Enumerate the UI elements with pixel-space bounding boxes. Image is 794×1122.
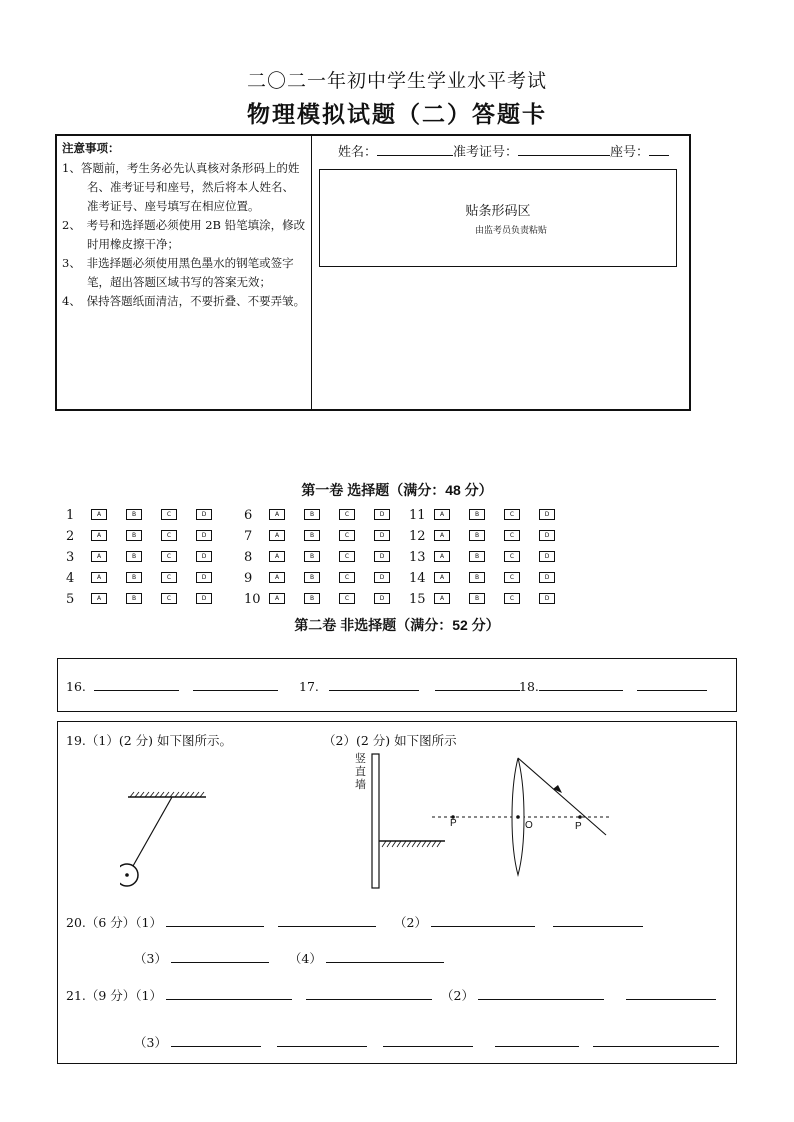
answer-bubble-c[interactable]: C [504, 509, 520, 520]
answer-bubble-d[interactable]: D [374, 551, 390, 562]
notice-item: 1、答题前，考生务必先认真核对条形码上的姓 [62, 161, 300, 175]
answer-bubble-d[interactable]: D [374, 509, 390, 520]
choice-row [66, 525, 212, 544]
q20-row1 [66, 913, 376, 931]
question-number: 11 [409, 508, 426, 523]
q21-answer-3b[interactable] [277, 1046, 367, 1047]
answer-bubble-a[interactable]: A [269, 530, 285, 541]
q17-row [299, 679, 520, 694]
q18-answer-1[interactable] [539, 690, 623, 691]
lens-p1-label: P [450, 818, 457, 829]
q17-label: 17. [299, 679, 319, 694]
q20-answer-4[interactable] [326, 962, 444, 963]
exam-title: 二〇二一年初中学生学业水平考试 [246, 70, 547, 92]
answer-bubble-d[interactable]: D [196, 593, 212, 604]
answer-bubble-c[interactable]: C [339, 509, 355, 520]
answer-bubble-a[interactable]: A [269, 509, 285, 520]
choice-row [66, 588, 212, 607]
answer-bubble-a[interactable]: A [434, 509, 450, 520]
answer-bubble-c[interactable]: C [161, 572, 177, 583]
section1-title: 第一卷 选择题（满分：48 分） [301, 482, 493, 498]
answer-bubble-c[interactable]: C [504, 530, 520, 541]
question-number: 14 [409, 571, 426, 586]
answer-bubble-c[interactable]: C [161, 509, 177, 520]
answer-bubble-a[interactable]: A [434, 572, 450, 583]
answer-bubble-b[interactable]: B [304, 509, 320, 520]
answer-bubble-a[interactable]: A [269, 551, 285, 562]
lens-diagram[interactable] [430, 755, 615, 880]
answer-bubble-a[interactable]: A [269, 593, 285, 604]
q18-answer-2[interactable] [637, 690, 707, 691]
q20-answer-1b[interactable] [278, 926, 376, 927]
notice-item: 3、 非选择题必须使用黑色墨水的钢笔或签字 [62, 256, 294, 270]
answer-bubble-d[interactable]: D [196, 530, 212, 541]
wall-label: 竖直墙 [355, 752, 366, 791]
question-number: 2 [66, 529, 75, 544]
q16-answer-2[interactable] [193, 690, 278, 691]
choice-row [409, 546, 555, 565]
q17-answer-1[interactable] [329, 690, 419, 691]
notice-item: 4、 保持答题纸面清洁，不要折叠、不要弄皱。 [62, 294, 306, 308]
notice-item: 2、 考号和选择题必须使用 2B 铅笔填涂，修改 [62, 218, 306, 232]
choice-row [244, 546, 390, 565]
answer-bubble-b[interactable]: B [469, 509, 485, 520]
info-divider [311, 134, 312, 411]
answer-bubble-c[interactable]: C [339, 530, 355, 541]
seat-field[interactable] [649, 143, 669, 156]
lens-o-label: O [525, 820, 533, 831]
answer-bubble-d[interactable]: D [539, 593, 555, 604]
answer-bubble-d[interactable]: D [539, 509, 555, 520]
choice-row [409, 525, 555, 544]
notice-item: 准考证号、座号填写在相应位置。 [87, 199, 260, 213]
question-number: 8 [244, 550, 253, 565]
choice-row [244, 588, 390, 607]
exam-no-field[interactable] [518, 143, 610, 156]
q21-answer-3c[interactable] [383, 1046, 473, 1047]
section2-title: 第二卷 非选择题（满分：52 分） [294, 617, 500, 633]
question-number: 15 [409, 592, 426, 607]
question-number: 3 [66, 550, 75, 565]
q21-part3-label: （3） [134, 1035, 167, 1050]
q17-answer-2[interactable] [435, 690, 520, 691]
choice-row [66, 546, 212, 565]
q21-part2 [441, 986, 716, 1004]
answer-bubble-b[interactable]: B [469, 593, 485, 604]
lens-p2-label: P [575, 821, 582, 832]
q21-part2-label: （2） [441, 988, 474, 1003]
q20-part4-label: （4） [288, 951, 322, 966]
choice-row [409, 588, 555, 607]
notice-panel [62, 140, 307, 311]
answer-bubble-d[interactable]: D [374, 530, 390, 541]
question-number: 10 [244, 592, 261, 607]
answer-bubble-c[interactable]: C [339, 593, 355, 604]
notice-item: 时用橡皮擦干净； [87, 237, 179, 251]
q21-label: 21.（9 分）（1） [66, 988, 163, 1003]
question-number: 4 [66, 571, 75, 586]
q20-part2 [394, 913, 643, 931]
q20-answer-3[interactable] [171, 962, 269, 963]
question-number: 5 [66, 592, 75, 607]
answer-bubble-b[interactable]: B [469, 530, 485, 541]
choice-row [66, 567, 212, 586]
q16-label: 16. [66, 679, 86, 694]
q20-row2 [134, 949, 444, 967]
answer-bubble-a[interactable]: A [91, 551, 107, 562]
answer-bubble-b[interactable]: B [126, 530, 142, 541]
answer-bubble-b[interactable]: B [126, 551, 142, 562]
answer-bubble-c[interactable]: C [161, 551, 177, 562]
barcode-title: 贴条形码区 [465, 204, 531, 219]
answer-bubble-b[interactable]: B [126, 572, 142, 583]
answer-bubble-d[interactable]: D [196, 509, 212, 520]
q19-part1-label: 19.（1）(2 分) 如下图所示。 [66, 733, 232, 748]
choice-row [244, 525, 390, 544]
q19-part2-label: （2）(2 分) 如下图所示 [323, 733, 457, 748]
question-number: 7 [244, 529, 253, 544]
answer-bubble-c[interactable]: C [504, 572, 520, 583]
barcode-area[interactable] [319, 169, 677, 267]
q20-label: 20.（6 分）（1） [66, 915, 163, 930]
q16-answer-1[interactable] [94, 690, 179, 691]
q18-row [519, 679, 707, 694]
answer-bubble-b[interactable]: B [126, 593, 142, 604]
question-number: 9 [244, 571, 253, 586]
q20-answer-1a[interactable] [166, 926, 264, 927]
q21-row2 [134, 1033, 719, 1051]
answer-bubble-d[interactable]: D [539, 551, 555, 562]
answer-bubble-b[interactable]: B [304, 530, 320, 541]
q20-answer-2a[interactable] [431, 926, 535, 927]
q20-answer-2b[interactable] [553, 926, 643, 927]
choice-row [409, 567, 555, 586]
answer-bubble-a[interactable]: A [434, 593, 450, 604]
answer-bubble-d[interactable]: D [196, 551, 212, 562]
candidate-info-row [338, 141, 669, 160]
answer-bubble-b[interactable]: B [469, 551, 485, 562]
answer-bubble-d[interactable]: D [196, 572, 212, 583]
choice-row [244, 504, 390, 523]
answer-bubble-a[interactable]: A [91, 572, 107, 583]
answer-bubble-b[interactable]: B [304, 551, 320, 562]
question-number: 6 [244, 508, 253, 523]
q16-row [66, 679, 278, 694]
answer-bubble-a[interactable]: A [269, 572, 285, 583]
name-field[interactable] [377, 143, 453, 156]
choice-row [409, 504, 555, 523]
answer-bubble-c[interactable]: C [161, 593, 177, 604]
q21-answer-3d[interactable] [495, 1046, 579, 1047]
notice-heading: 注意事项： [62, 143, 120, 155]
q21-answer-2a[interactable] [478, 999, 604, 1000]
answer-bubble-d[interactable]: D [374, 593, 390, 604]
choice-row [244, 567, 390, 586]
notice-item: 名、准考证号和座号，然后将本人姓名、 [87, 180, 294, 194]
q21-row1 [66, 986, 432, 1004]
answer-bubble-d[interactable]: D [374, 572, 390, 583]
answer-bubble-c[interactable]: C [339, 572, 355, 583]
answer-bubble-a[interactable]: A [434, 551, 450, 562]
answer-bubble-b[interactable]: B [304, 593, 320, 604]
q21-answer-2b[interactable] [626, 999, 716, 1000]
question-number: 12 [409, 529, 426, 544]
answer-sheet-title: 物理模拟试题（二）答题卡 [247, 101, 547, 128]
q21-answer-1a[interactable] [166, 999, 292, 1000]
answer-bubble-b[interactable]: B [469, 572, 485, 583]
q21-answer-3e[interactable] [593, 1046, 719, 1047]
answer-bubble-c[interactable]: C [504, 551, 520, 562]
q21-answer-3a[interactable] [171, 1046, 261, 1047]
q18-label: 18. [519, 679, 539, 694]
question-number: 1 [66, 508, 75, 523]
choice-grid [0, 504, 794, 608]
pendulum-diagram[interactable] [120, 790, 210, 890]
answer-bubble-b[interactable]: B [304, 572, 320, 583]
q20-part3-label: （3） [134, 951, 167, 966]
seat-label: 座号： [610, 145, 650, 160]
answer-bubble-d[interactable]: D [539, 530, 555, 541]
barcode-subtitle: 由监考员负责粘贴 [475, 226, 548, 236]
notice-item: 笔，超出答题区域书写的答案无效； [87, 275, 271, 289]
choice-row [66, 504, 212, 523]
q20-part2-label: （2） [394, 915, 427, 930]
answer-bubble-c[interactable]: C [161, 530, 177, 541]
q21-answer-1b[interactable] [306, 999, 432, 1000]
answer-bubble-a[interactable]: A [91, 509, 107, 520]
answer-bubble-a[interactable]: A [91, 593, 107, 604]
answer-bubble-b[interactable]: B [126, 509, 142, 520]
answer-bubble-d[interactable]: D [539, 572, 555, 583]
answer-bubble-a[interactable]: A [434, 530, 450, 541]
exam-no-label: 准考证号： [453, 145, 519, 160]
answer-bubble-c[interactable]: C [504, 593, 520, 604]
name-label: 姓名： [338, 145, 378, 160]
answer-bubble-c[interactable]: C [339, 551, 355, 562]
answer-bubble-a[interactable]: A [91, 530, 107, 541]
question-number: 13 [409, 550, 426, 565]
